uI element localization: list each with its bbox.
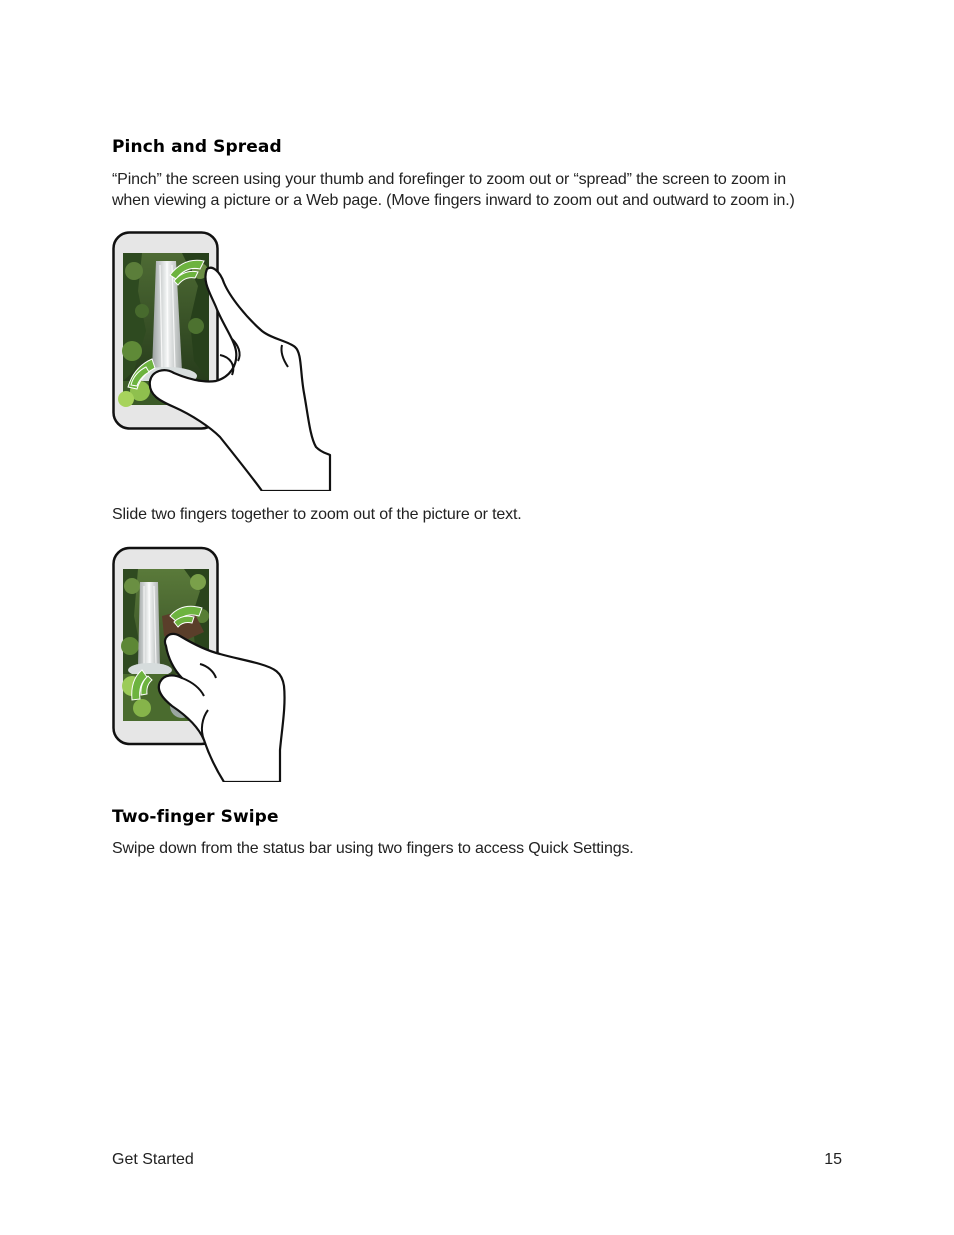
pinch-zoom-out-hand-icon: [112, 546, 292, 782]
footer-section-title: Get Started: [112, 1151, 194, 1168]
pinch-spread-hand-icon: [112, 231, 334, 491]
pinch-spread-description: [112, 169, 795, 211]
pinch-caption: Slide two fingers together to zoom out of the picture or text.: [112, 506, 522, 523]
pinch-spread-illustration: [112, 231, 334, 496]
section-heading-two-finger-swipe: Two-finger Swipe: [112, 807, 279, 827]
page-number: 15: [824, 1151, 842, 1168]
description-line-2: when viewing a picture or a Web page. (Move fingers inward to zoom out and outward to zoom in.): [112, 192, 795, 209]
section-heading-pinch-spread: Pinch and Spread: [112, 137, 282, 157]
pinch-zoom-out-illustration: [112, 546, 292, 787]
description-line-1: “Pinch” the screen using your thumb and forefinger to zoom out or “spread” the screen to zoom in: [112, 171, 786, 188]
two-finger-swipe-description: Swipe down from the status bar using two fingers to access Quick Settings.: [112, 840, 634, 857]
